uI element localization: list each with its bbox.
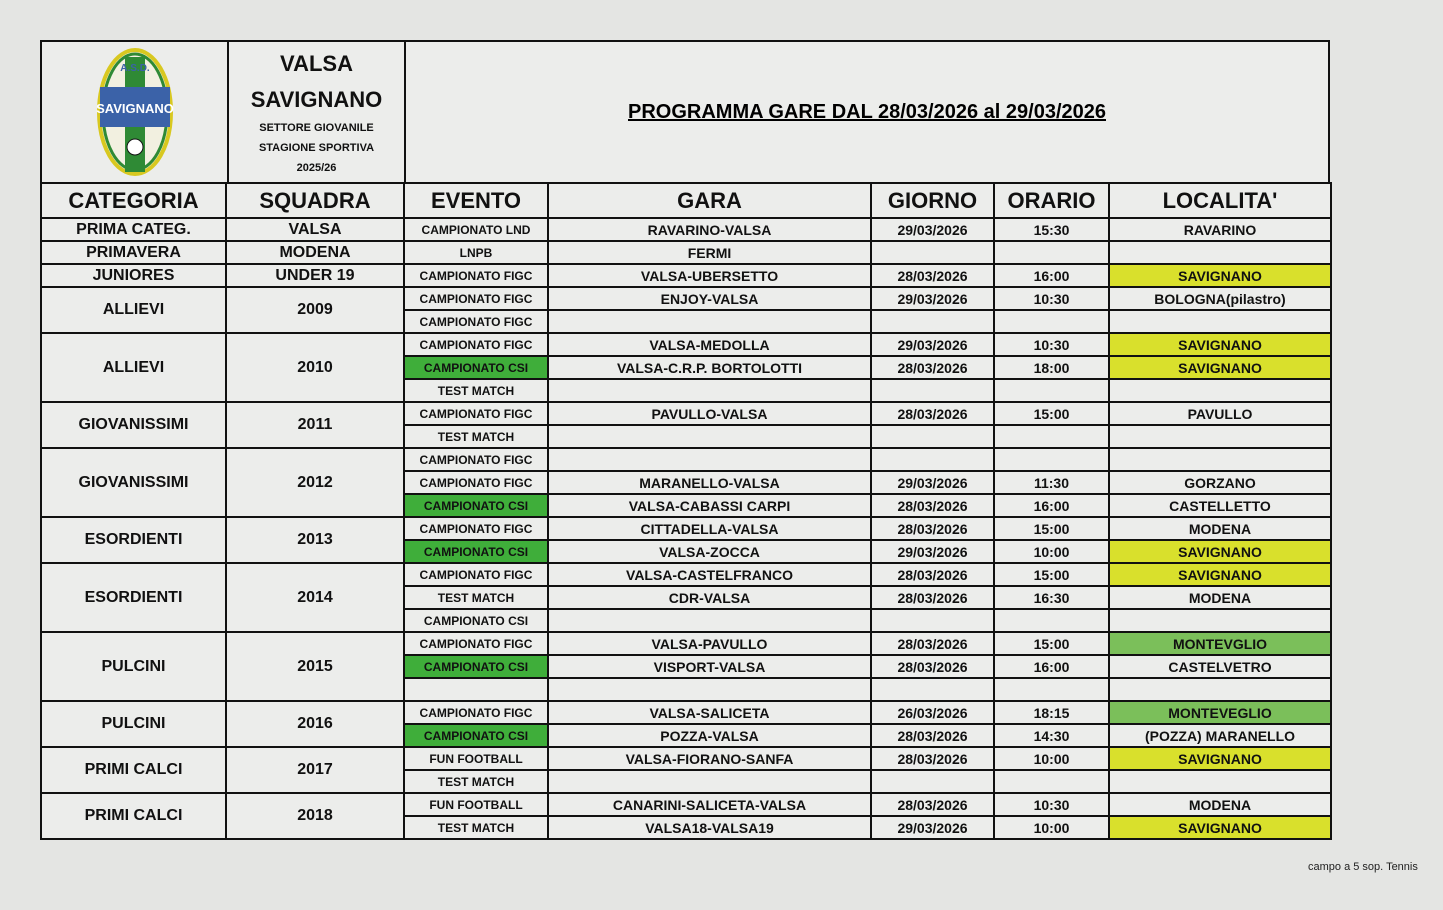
time-cell: 10:30 (994, 287, 1109, 310)
location-cell: RAVARINO (1109, 218, 1331, 241)
time-cell: 10:00 (994, 747, 1109, 770)
match-cell (548, 310, 871, 333)
date-cell: 28/03/2026 (871, 402, 994, 425)
match-cell: CANARINI-SALICETA-VALSA (548, 793, 871, 816)
location-cell: SAVIGNANO (1109, 816, 1331, 839)
club-name-line1: VALSA (280, 51, 353, 76)
event-cell: CAMPIONATO LND (404, 218, 548, 241)
table-header-row (41, 183, 1331, 218)
sheet-header (40, 40, 1330, 182)
category-cell: ALLIEVI (41, 287, 226, 333)
location-cell: SAVIGNANO (1109, 356, 1331, 379)
location-cell (1109, 770, 1331, 793)
event-cell: CAMPIONATO CSI (404, 494, 548, 517)
match-cell: POZZA-VALSA (548, 724, 871, 747)
time-cell: 10:30 (994, 793, 1109, 816)
time-cell: 11:30 (994, 471, 1109, 494)
table-row (41, 632, 1331, 655)
event-cell: CAMPIONATO CSI (404, 356, 548, 379)
date-cell: 28/03/2026 (871, 586, 994, 609)
club-sector: SETTORE GIOVANILE (259, 122, 374, 134)
category-cell: GIOVANISSIMI (41, 448, 226, 517)
table-row (41, 333, 1331, 356)
date-cell (871, 770, 994, 793)
category-cell: PRIMA CATEG. (41, 218, 226, 241)
match-cell: MARANELLO-VALSA (548, 471, 871, 494)
match-cell (548, 448, 871, 471)
time-cell (994, 678, 1109, 701)
category-cell: GIOVANISSIMI (41, 402, 226, 448)
svg-text:A.S.D.: A.S.D. (119, 63, 150, 74)
schedule-table (40, 182, 1332, 840)
category-cell: ALLIEVI (41, 333, 226, 402)
location-cell: MODENA (1109, 793, 1331, 816)
team-cell: MODENA (226, 241, 404, 264)
column-header: EVENTO (404, 183, 548, 218)
page-title: PROGRAMMA GARE DAL 28/03/2026 al 29/03/2026 (628, 100, 1106, 123)
date-cell (871, 448, 994, 471)
location-cell: PAVULLO (1109, 402, 1331, 425)
match-cell: VISPORT-VALSA (548, 655, 871, 678)
club-name-line2: SAVIGNANO (250, 87, 383, 112)
time-cell: 16:00 (994, 494, 1109, 517)
event-cell: TEST MATCH (404, 379, 548, 402)
event-cell: CAMPIONATO FIGC (404, 448, 548, 471)
date-cell (871, 609, 994, 632)
match-cell: PAVULLO-VALSA (548, 402, 871, 425)
event-cell: CAMPIONATO FIGC (404, 632, 548, 655)
location-cell (1109, 609, 1331, 632)
time-cell (994, 310, 1109, 333)
date-cell: 28/03/2026 (871, 563, 994, 586)
table-row (41, 287, 1331, 310)
event-cell: CAMPIONATO FIGC (404, 287, 548, 310)
location-cell: SAVIGNANO (1109, 264, 1331, 287)
table-row (41, 402, 1331, 425)
table-row (41, 218, 1331, 241)
location-cell (1109, 678, 1331, 701)
time-cell (994, 425, 1109, 448)
table-row (41, 241, 1331, 264)
match-cell: VALSA-CABASSI CARPI (548, 494, 871, 517)
event-cell: FUN FOOTBALL (404, 793, 548, 816)
event-cell: CAMPIONATO CSI (404, 609, 548, 632)
date-cell: 26/03/2026 (871, 701, 994, 724)
match-cell: VALSA-CASTELFRANCO (548, 563, 871, 586)
event-cell: FUN FOOTBALL (404, 747, 548, 770)
match-cell (548, 770, 871, 793)
club-info (229, 42, 406, 182)
date-cell: 28/03/2026 (871, 517, 994, 540)
date-cell: 28/03/2026 (871, 632, 994, 655)
team-cell: 2016 (226, 701, 404, 747)
location-cell: CASTELLETTO (1109, 494, 1331, 517)
location-cell (1109, 425, 1331, 448)
team-cell: 2011 (226, 402, 404, 448)
match-cell: VALSA-MEDOLLA (548, 333, 871, 356)
match-cell: VALSA-C.R.P. BORTOLOTTI (548, 356, 871, 379)
team-cell: 2010 (226, 333, 404, 402)
team-cell: VALSA (226, 218, 404, 241)
time-cell (994, 770, 1109, 793)
field-note: campo a 5 sop. Tennis (1308, 861, 1418, 873)
match-cell: VALSA-SALICETA (548, 701, 871, 724)
event-cell: TEST MATCH (404, 816, 548, 839)
location-cell (1109, 379, 1331, 402)
event-cell: CAMPIONATO FIGC (404, 701, 548, 724)
table-row (41, 517, 1331, 540)
time-cell (994, 448, 1109, 471)
event-cell: CAMPIONATO FIGC (404, 264, 548, 287)
date-cell: 29/03/2026 (871, 816, 994, 839)
time-cell: 10:30 (994, 333, 1109, 356)
table-row (41, 448, 1331, 471)
team-cell: UNDER 19 (226, 264, 404, 287)
location-cell: SAVIGNANO (1109, 747, 1331, 770)
time-cell: 18:15 (994, 701, 1109, 724)
team-cell: 2014 (226, 563, 404, 632)
category-cell: PRIMI CALCI (41, 747, 226, 793)
team-cell: 2015 (226, 632, 404, 701)
team-cell: 2013 (226, 517, 404, 563)
match-cell: ENJOY-VALSA (548, 287, 871, 310)
match-cell (548, 379, 871, 402)
location-cell (1109, 241, 1331, 264)
location-cell: BOLOGNA(pilastro) (1109, 287, 1331, 310)
event-cell: TEST MATCH (404, 425, 548, 448)
date-cell: 28/03/2026 (871, 655, 994, 678)
category-cell: PRIMI CALCI (41, 793, 226, 839)
category-cell: ESORDIENTI (41, 517, 226, 563)
location-cell: GORZANO (1109, 471, 1331, 494)
category-cell: PRIMAVERA (41, 241, 226, 264)
location-cell: MONTEVEGLIO (1109, 701, 1331, 724)
column-header: GARA (548, 183, 871, 218)
time-cell (994, 609, 1109, 632)
team-cell: 2018 (226, 793, 404, 839)
location-cell: MODENA (1109, 586, 1331, 609)
club-logo (42, 42, 229, 182)
match-cell: FERMI (548, 241, 871, 264)
date-cell (871, 678, 994, 701)
table-row (41, 747, 1331, 770)
schedule-sheet (40, 40, 1330, 840)
column-header: CATEGORIA (41, 183, 226, 218)
location-cell: CASTELVETRO (1109, 655, 1331, 678)
date-cell (871, 379, 994, 402)
date-cell: 29/03/2026 (871, 471, 994, 494)
team-cell: 2017 (226, 747, 404, 793)
table-row (41, 563, 1331, 586)
club-season-label: STAGIONE SPORTIVA (258, 142, 375, 154)
event-cell: CAMPIONATO FIGC (404, 563, 548, 586)
location-cell: MONTEVGLIO (1109, 632, 1331, 655)
event-cell: TEST MATCH (404, 586, 548, 609)
event-cell: LNPB (404, 241, 548, 264)
time-cell: 16:30 (994, 586, 1109, 609)
date-cell (871, 425, 994, 448)
time-cell (994, 241, 1109, 264)
date-cell: 28/03/2026 (871, 356, 994, 379)
event-cell: CAMPIONATO CSI (404, 540, 548, 563)
time-cell: 14:30 (994, 724, 1109, 747)
match-cell: CITTADELLA-VALSA (548, 517, 871, 540)
location-cell: MODENA (1109, 517, 1331, 540)
time-cell: 15:30 (994, 218, 1109, 241)
date-cell: 29/03/2026 (871, 218, 994, 241)
location-cell (1109, 310, 1331, 333)
location-cell (1109, 448, 1331, 471)
match-cell (548, 609, 871, 632)
match-cell: VALSA-FIORANO-SANFA (548, 747, 871, 770)
time-cell: 10:00 (994, 540, 1109, 563)
date-cell: 29/03/2026 (871, 540, 994, 563)
location-cell: SAVIGNANO (1109, 563, 1331, 586)
time-cell: 10:00 (994, 816, 1109, 839)
time-cell: 15:00 (994, 563, 1109, 586)
time-cell: 15:00 (994, 402, 1109, 425)
team-cell: 2012 (226, 448, 404, 517)
match-cell: VALSA-UBERSETTO (548, 264, 871, 287)
event-cell: CAMPIONATO FIGC (404, 402, 548, 425)
time-cell: 15:00 (994, 632, 1109, 655)
date-cell: 29/03/2026 (871, 287, 994, 310)
date-cell: 28/03/2026 (871, 724, 994, 747)
match-cell: RAVARINO-VALSA (548, 218, 871, 241)
time-cell (994, 379, 1109, 402)
table-row (41, 701, 1331, 724)
event-cell (404, 678, 548, 701)
date-cell: 29/03/2026 (871, 333, 994, 356)
column-header: GIORNO (871, 183, 994, 218)
date-cell: 28/03/2026 (871, 494, 994, 517)
date-cell (871, 310, 994, 333)
location-cell: SAVIGNANO (1109, 333, 1331, 356)
match-cell: VALSA-PAVULLO (548, 632, 871, 655)
event-cell: CAMPIONATO FIGC (404, 517, 548, 540)
column-header: LOCALITA' (1109, 183, 1331, 218)
date-cell: 28/03/2026 (871, 793, 994, 816)
date-cell: 28/03/2026 (871, 747, 994, 770)
event-cell: CAMPIONATO FIGC (404, 471, 548, 494)
match-cell (548, 678, 871, 701)
time-cell: 15:00 (994, 517, 1109, 540)
category-cell: PULCINI (41, 701, 226, 747)
match-cell: CDR-VALSA (548, 586, 871, 609)
event-cell: CAMPIONATO CSI (404, 655, 548, 678)
column-header: ORARIO (994, 183, 1109, 218)
club-crest-icon (95, 47, 175, 177)
date-cell: 28/03/2026 (871, 264, 994, 287)
time-cell: 16:00 (994, 264, 1109, 287)
time-cell: 18:00 (994, 356, 1109, 379)
event-cell: CAMPIONATO FIGC (404, 333, 548, 356)
table-row (41, 264, 1331, 287)
category-cell: JUNIORES (41, 264, 226, 287)
time-cell: 16:00 (994, 655, 1109, 678)
category-cell: PULCINI (41, 632, 226, 701)
event-cell: TEST MATCH (404, 770, 548, 793)
date-cell (871, 241, 994, 264)
event-cell: CAMPIONATO CSI (404, 724, 548, 747)
match-cell (548, 425, 871, 448)
match-cell: VALSA-ZOCCA (548, 540, 871, 563)
team-cell: 2009 (226, 287, 404, 333)
event-cell: CAMPIONATO FIGC (404, 310, 548, 333)
club-season: 2025/26 (296, 162, 337, 174)
location-cell: SAVIGNANO (1109, 540, 1331, 563)
table-row (41, 793, 1331, 816)
svg-text:SAVIGNANO: SAVIGNANO (95, 101, 174, 116)
category-cell: ESORDIENTI (41, 563, 226, 632)
column-header: SQUADRA (226, 183, 404, 218)
match-cell: VALSA18-VALSA19 (548, 816, 871, 839)
location-cell: (POZZA) MARANELLO (1109, 724, 1331, 747)
